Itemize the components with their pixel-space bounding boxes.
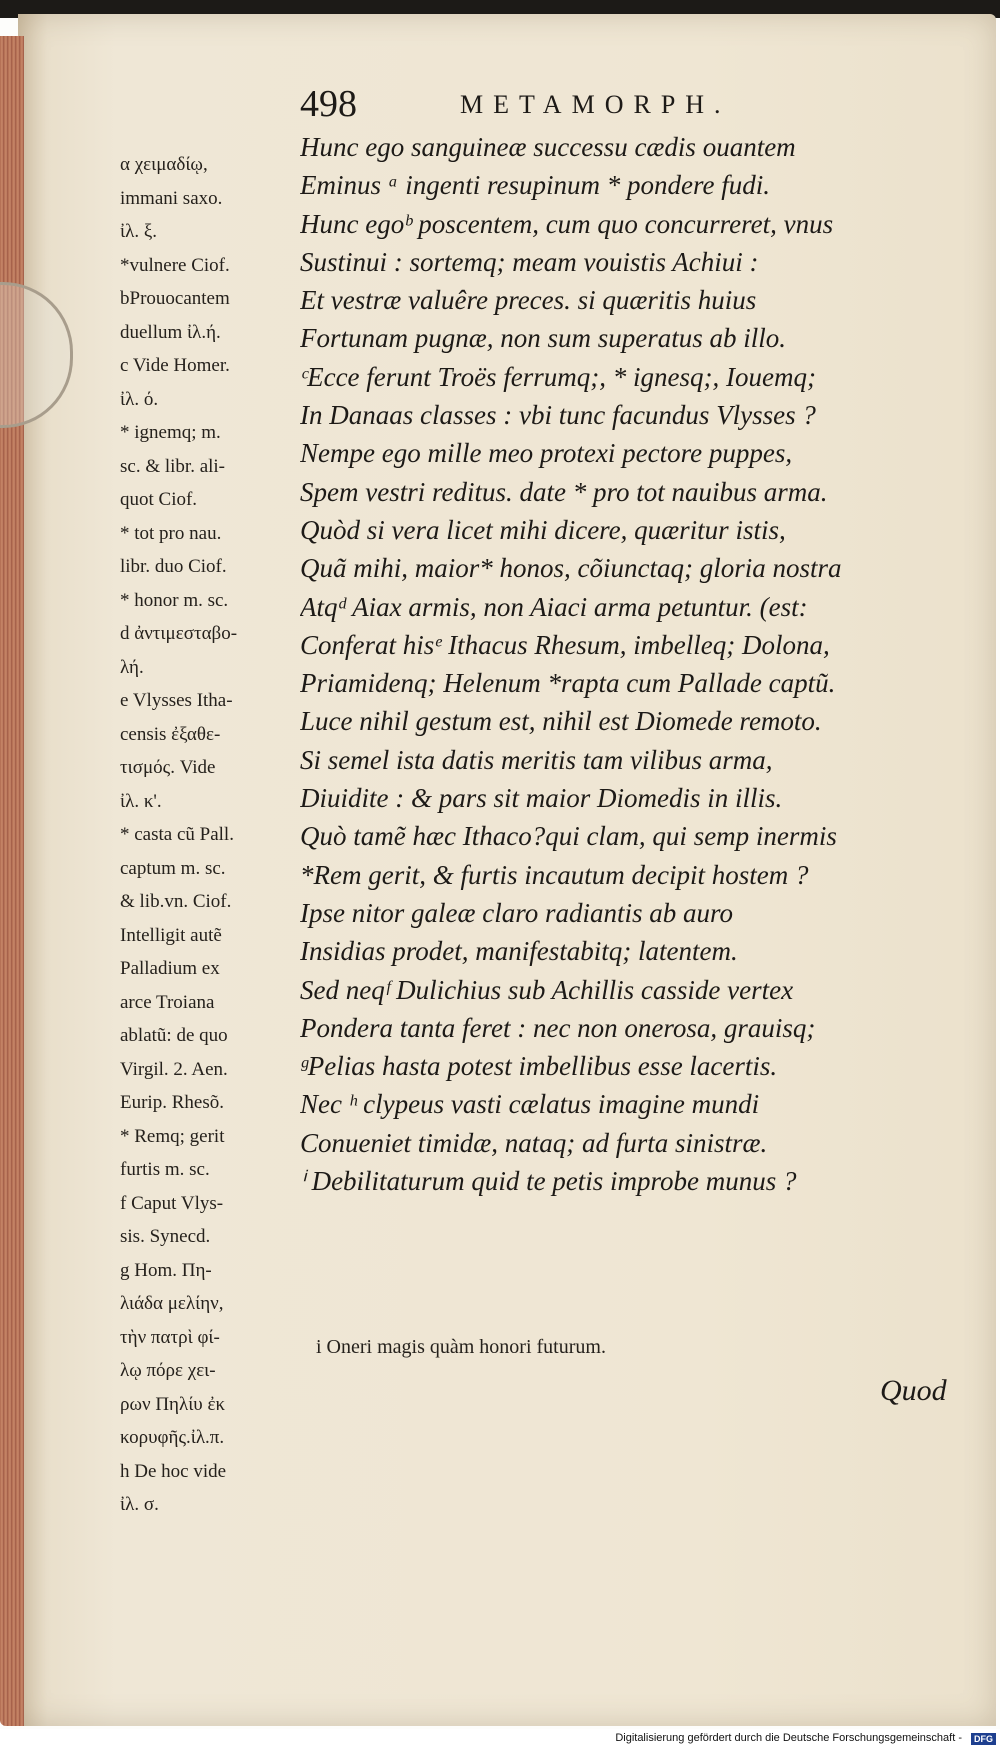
marginal-note-line: censis ἐξαθε- <box>120 723 221 745</box>
verse-line: Hunc egoᵇ poscentem, cum quo concurreret, vnus <box>300 208 834 239</box>
marginal-note-line: ρων Πηλίυ ἐκ <box>120 1393 226 1415</box>
marginal-note-line: ἰλ. ξ. <box>120 221 158 242</box>
verse-line: Fortunam pugnæ, non sum superatus ab illo. <box>300 323 787 354</box>
marginal-note-line: τισμός. Vide <box>120 757 216 778</box>
marginal-note-line: * casta cũ Pall. <box>120 824 234 845</box>
marginal-note-line: f Caput Vlys- <box>120 1192 224 1214</box>
dfg-logo: DFG <box>971 1733 996 1745</box>
marginal-note-line: immani saxo. <box>120 187 223 209</box>
verse-line: Quò tamẽ hæc Ithaco?qui clam, qui semp inermis <box>300 821 837 852</box>
page-header <box>300 82 940 128</box>
marginal-note-line: d ἀντιμεσταβο- <box>120 623 238 644</box>
marginal-note-line: * honor m. sc. <box>120 589 229 611</box>
verse-line: ⁱ Debilitaturum quid te petis improbe munus ? <box>300 1166 797 1197</box>
marginal-note-line: * tot pro nau. <box>120 522 222 544</box>
verse-line: Si semel ista datis meritis tam vilibus arma, <box>300 744 773 775</box>
footnote: i Oneri magis quàm honori futurum. <box>316 1336 606 1358</box>
marginal-note-line: sc. & libr. ali- <box>120 455 226 477</box>
marginal-note-line: h De hoc vide <box>120 1460 227 1482</box>
marginal-note-line: furtis m. sc. <box>120 1159 210 1180</box>
marginal-note-line: Intelligit autẽ <box>120 924 222 946</box>
marginal-note-line: * ignemq; m. <box>120 422 221 443</box>
marginal-note-line: Eurip. Rhesõ. <box>120 1092 224 1113</box>
verse-line: Conferat hisᵉ Ithacus Rhesum, imbelleq; Dolona, <box>300 629 830 660</box>
marginal-note-line: captum m. sc. <box>120 857 226 879</box>
verse-line: Quã mihi, maior* honos, cõiunctaq; gloria nostra <box>300 553 842 584</box>
marginal-note-line: τὴν πατρὶ φί- <box>120 1326 220 1348</box>
marginal-note-line: g Hom. Πη- <box>120 1259 212 1281</box>
running-title: METAMORPH. <box>460 90 731 119</box>
digitization-credit: Digitalisierung gefördert durch die Deutsche Forschungsgemeinschaft - <box>615 1732 962 1744</box>
verse-line: Et vestræ valuêre preces. si quæritis huius <box>300 285 757 316</box>
verse-line: ᶜEcce ferunt Troës ferrumq;, * ignesq;, Iouemq; <box>300 361 816 392</box>
marginal-note-line: bProuocantem <box>120 288 230 309</box>
verse-line: Diuidite : & pars sit maior Diomedis in illis. <box>300 783 783 814</box>
verse-line: Sed neqᶠ Dulichius sub Achillis casside vertex <box>300 974 794 1005</box>
verse-line: Hunc ego sanguineæ successu cædis ouantem <box>300 132 796 162</box>
marginal-note-line: e Vlysses Itha- <box>120 690 233 711</box>
marginal-note-line: * Remq; gerit <box>120 1125 225 1147</box>
marginal-note-line: λῳ πόρε χει- <box>120 1360 216 1381</box>
verse-line: Eminus ᵃ ingenti resupinum * pondere fudi. <box>300 170 770 201</box>
verse-line: Ipse nitor galeæ claro radiantis ab auro <box>300 897 734 928</box>
marginal-note-line: Palladium ex <box>120 958 220 979</box>
verse-line: Insidias prodet, manifestabitq; latentem. <box>300 936 738 967</box>
marginal-note-line: α χειμαδίῳ, <box>120 154 208 175</box>
marginal-note-line: arce Troiana <box>120 991 215 1013</box>
marginal-note-line: & lib.vn. Ciof. <box>120 891 232 912</box>
verse-line: Sustinui : sortemq; meam vouistis Achiui : <box>300 246 759 277</box>
marginal-note-line: ἰλ. σ. <box>120 1494 159 1515</box>
marginal-note-line: ἰλ. κ'. <box>120 790 162 812</box>
verse-line: Luce nihil gestum est, nihil est Diomede remoto. <box>300 706 822 737</box>
verse-text <box>300 128 968 1200</box>
verse-line: Priamidenq; Helenum *rapta cum Pallade captũ. <box>300 668 836 699</box>
catchword: Quod <box>880 1374 947 1407</box>
verse-line: Nec ʰ clypeus vasti cælatus imagine mundi <box>300 1089 760 1120</box>
marginal-note-line: ἰλ. ό. <box>120 388 159 410</box>
marginal-note-line: λή. <box>120 656 144 678</box>
verse-line: Pondera tanta feret : nec non onerosa, grauisq; <box>300 1012 816 1043</box>
verse-line: *Rem gerit, & furtis incautum decipit hostem ? <box>300 859 809 890</box>
marginal-note-line: λιάδα μελίην, <box>120 1293 224 1314</box>
verse-line: Atqᵈ Aiax armis, non Aiaci arma petuntur. (est: <box>300 591 808 622</box>
marginal-note-line: quot Ciof. <box>120 489 198 510</box>
marginal-note-line: c Vide Homer. <box>120 355 230 376</box>
verse-line: Quòd si vera licet mihi dicere, quæritur istis, <box>300 514 786 545</box>
marginal-note-line: *vulnere Ciof. <box>120 254 230 276</box>
verse-line: Conueniet timidæ, nataq; ad furta sinistræ. <box>300 1127 768 1158</box>
verse-line: ᵍPelias hasta potest imbellibus esse lacertis. <box>300 1051 778 1082</box>
marginal-notes <box>120 148 296 1522</box>
page-number: 498 <box>300 83 357 125</box>
marginal-note-line: ablatũ: de quo <box>120 1025 228 1046</box>
marginal-note-line: Virgil. 2. Aen. <box>120 1058 228 1080</box>
marginal-note-line: libr. duo Ciof. <box>120 556 227 577</box>
verse-line: Spem vestri reditus. date * pro tot nauibus arma. <box>300 476 828 507</box>
verse-line: In Danaas classes : vbi tunc facundus Vlysses ? <box>300 400 816 431</box>
marginal-note-line: duellum ἰλ.ή. <box>120 321 221 343</box>
marginal-note-line: sis. Synecd. <box>120 1226 211 1247</box>
marginal-note-line: κορυφῆς.ἰλ.π. <box>120 1427 225 1448</box>
verse-line: Nempe ego mille meo protexi pectore puppes, <box>300 438 793 469</box>
